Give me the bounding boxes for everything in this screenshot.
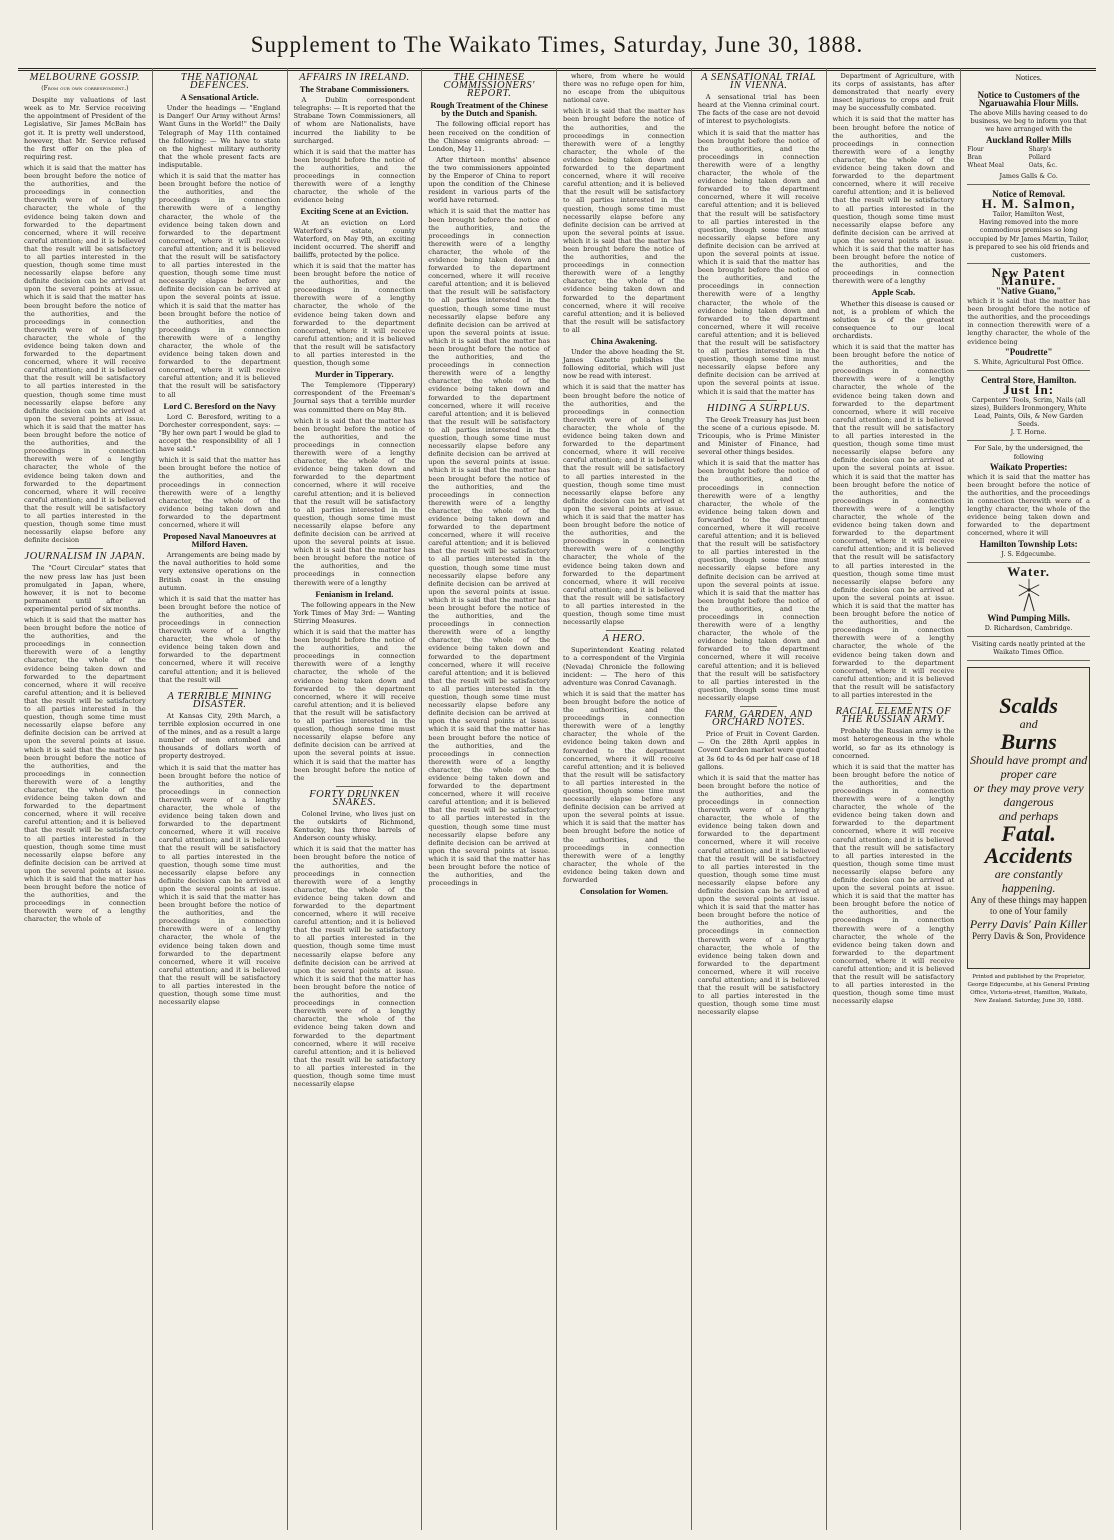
article-body: which it is said that the matter has been brought before the notice of the authorities, and the proceedings in connection therewith were of a lengthy character, the whole of the evidence being taken down and forwarded to the department concerned, where it will receive careful attention; and it is believed that the result will be satisfactory to all parties interested in the question, though some time must necessarily elapse before any definite decision can be arrived at upon the several points at issue. which it is said that the matter has been brought before the notice of the authorities, and the proceedings in connection therewith were of a lengthy character, the whole of the evidence being taken down and forwarded to the department concerned, where it will receive careful attention; and it is believed that the result will be satisfactory to all parties interested in the question, though some time must necessarily elapse before any definite decision can be arrived at upon the several points at issue. which it is said that the matter has been brought before the notice of the authorities, and the proceedings in connection therewith were of a lengthy character, the whole of (24, 616, 146, 924)
column-notices (961, 68, 1096, 1530)
article-text: Price of Fruit in Covent Garden. — On the 28th April apples in Covent Garden market were quoted at 3s 6d to 4s 6d per half case of 18 gallons. (697, 730, 820, 771)
subhead: Exciting Scene at an Eviction. (300, 206, 409, 217)
headline-russian-army: RACIAL ELEMENTS OF THE RUSSIAN ARMY. (835, 706, 952, 726)
ad-name: New Patent Manure. (991, 264, 1066, 288)
subhead: Rough Treatment of the Chinese by the Dutch and Spanish. (430, 100, 548, 119)
subhead: Proposed Naval Manoeuvres at Milford Haven. (162, 531, 277, 550)
article-body: which it is said that the matter has been brought before the notice of the authorities, and the proceedings in connection therewith were of a lengthy character, the whole of the evidence being taken down and forwarded to the department concerned, where it will receive careful attention; and it is believed that the result will be satisfactory to all parties interested in the question, though some time must necessarily elapse before any definite decision can be arrived at upon the several points at issue. which it is said that the matter has been brought before the notice of the authorities, and the proceedings in connection therewith were of a lengthy character, the whole of the evidence being taken down and forwarded to the department concerned, where it will receive careful attention; and it is believed that the result will be satisfactory to all parties interested in the question, though some time must necessarily elapse (697, 773, 820, 1017)
article-body: which it is said that the matter has been brought before the notice of the authorities, and the proceedings in connection therewith were of a lengthy character, the whole of the evidence being taken down and forwarded to the department concerned, where it will receive careful attention; and it is believed that the result will be satisfactory to all parties interested in the question, though some time must necessarily elapse before any definite decision can be arrived at upon the several points at issue. which it is said that the matter has been brought before the notice of the authorities, and the proceedings in connection therewith were of a lengthy character, the whole of the evidence being taken down and forwarded to the department concerned, where it will receive careful attention; and it is believed that the result will be satisfactory to all parties interested in the question, though some time must necessarily elapse (293, 845, 416, 1089)
article-body: which it is said that the matter has been brought before the notice of the authorities, and the proceedings in connection therewith were of a lengthy character, the whole of the evidence being taken down and forwarded to the department concerned, where it will receive careful attention; and it is believed that the result will be satisfactory to all parties interested in the question, though some time must necessarily elapse before any definite decision can be arrived at upon the several points at issue. which it is said that the matter has been brought before the notice of the authorities, and the proceedings in connection therewith were of a lengthy (293, 416, 416, 587)
ad-product: Pollard (1028, 153, 1051, 161)
article-text: After thirteen months' absence the two commissioners appointed by the Emperor of China to report upon the condition of the Chinese resident in various parts of the world have returned. (428, 155, 550, 205)
column-6 (692, 68, 827, 1530)
article-body: which it is said that the matter has been brought before the notice of the authorities, and the proceedings in connection therewith were of a lengthy character, the whole of the evidence being taken down and forwarded to the department concerned, where it will receive careful attention; and it is believed that the result will be satisfactory to all parties interested in the question, though some time must necessarily elapse before any definite decision can be arrived at upon the several points at issue. which it is said that the matter has been brought before the notice of the authorities, and the proceedings in connection therewith were of a lengthy character, the whole of the evidence being taken down and forwarded to the department concerned, where it will receive careful attention; and it is believed that the result will be satisfactory to all parties interested in the question, though some time must necessarily elapse before any definite decision can be arrived at upon the several points at issue. which it is said that the matter has (697, 128, 820, 396)
ad-removal (967, 185, 1090, 264)
article-text: where, from where he would there was no refuge open for him, no escape from the ubiquitous national cave. (563, 72, 685, 105)
windmill-icon (1012, 578, 1046, 612)
article-text: Despite my valuations of last week as to Mr. Service receiving the appointment of President of the Legislative, Sir James McBain has got it. It is pretty well understood, however, that Mr. Service refused the first offer on the plea of requiring rest. (24, 96, 146, 161)
ad-subtitle: Hamilton Township Lots: (979, 538, 1078, 549)
headline-melbourne-gossip: MELBOURNE GOSSIP. (29, 72, 141, 83)
ad-flour-mills (967, 86, 1090, 185)
ad-name: Central Store, Hamilton. (980, 374, 1077, 385)
advert-line: Scalds (999, 692, 1058, 718)
advert-line: and (1019, 716, 1038, 731)
ad-properties (967, 441, 1090, 562)
article-body: which it is said that the matter has been brought before the notice of the authorities, and the proceedings in connection therewith were of a lengthy character, the whole of the evidence being taken down and forwarded to the department concerned, where it will receive careful attention; and it is believed that the result will (158, 594, 281, 684)
article-body: which it is said that the matter has been brought before the notice of the authorities, and the proceedings in connection therewith were of a lengthy character, the whole of the evidence being taken down and forwarded to the department concerned, where it will receive careful attention; and it is believed that the result will be satisfactory to all parties interested in the question, though some time must necessarily elapse before any definite decision can be arrived at upon the several points at issue. which it is said that the matter has been brought before the notice of the authorities, and the proceedings in connection therewith were of a lengthy (832, 115, 955, 286)
subhead: China Awakening. (590, 336, 658, 346)
ad-heading: For Sale, by the undersigned, the following (974, 444, 1083, 461)
ad-name: Water. (1007, 563, 1050, 579)
advert-line: Perry Davis & Son, Providence (972, 930, 1086, 941)
article-text: Probably the Russian army is the most heterogeneous in the whole world, so far as its ethnology is concerned. (832, 727, 955, 760)
ad-manure (967, 264, 1090, 371)
column-5 (557, 68, 692, 1530)
article-body: which it is said that the matter has been brought before the notice of the authorities, and the proceedings in connection therewith were of a lengthy character, the whole of the evidence being taken down and forwarded to the department concerned, where it will receive careful attention; and it is believed that the result will be satisfactory to all parties interested in the question, though some time must necessarily elapse before any definite decision can be arrived at upon the several points at issue. which it is said that the matter has been brought before the notice of the authorities, and the proceedings in connection therewith were of a lengthy character, the whole of the evidence being taken down and forwarded to the department concerned, where it will receive careful attention; and it is believed that the result will be satisfactory to all parties interested in the question, though some time must necessarily elapse (563, 383, 685, 627)
article-body: which it is said that the matter has been brought before the notice of the authorities, and the proceedings in connection therewith were of a lengthy character, the whole of the evidence being taken down and forwarded to the department concerned, where it will receive careful attention; and it is believed that the result will be satisfactory to all parties interested in the question, though some time must necessarily elapse before any definite decision can be arrived at upon the several points at issue. which it is said that the matter has been brought before the notice of the authorities, and the proceedings in connection therewith were of a lengthy character, the whole of the evidence being taken down and forwarded to the department concerned, where it will receive careful attention; and it is believed that the result will be satisfactory to all parties interested in the question, though some time must necessarily elapse (158, 763, 281, 1007)
column-7 (827, 68, 962, 1530)
advert-line: are constantly happening. (994, 866, 1063, 895)
article-body: which it is said that the matter has been brought before the notice of the authorities, and the proceedings in connection therewith were of a lengthy character, the whole of the evidence being taken down and forwarded to the department concerned, where it will receive careful attention; and it is believed that the result will be satisfactory to all parties interested in the question, though some time must necessarily elapse before any definite decision can be arrived at upon the several points at issue. which it is said that the matter has been brought before the notice of the authorities, and the proceedings in connection therewith were of a lengthy character, the whole of the evidence being taken down and forwarded (563, 689, 685, 884)
subhead: A Sensational Article. (180, 92, 259, 103)
article-body: which it is said that the matter has been brought before the notice of the authorities, and the proceedings in connection therewith were of a lengthy character, the whole of the evidence being taken down and forwarded to the department concerned, where it will (158, 456, 281, 529)
ad-signature: D. Richardson, Cambridge. (984, 623, 1073, 632)
article-text: Superintendent Keating related to a correspondent of the Virginia (Nevada) Chronicle the following incident: — The hero of this adventure was Conrad Cavanagh. (563, 646, 685, 687)
advert-line: Perry Davis' Pain Killer (969, 916, 1088, 931)
column-4 (422, 68, 557, 1530)
divider (740, 706, 777, 707)
article-text: Under the above heading the St. James Gazette publishes the following editorial, which will just now be read with interest. (563, 348, 685, 381)
article-body: which it is said that the matter has been brought before the notice of the authorities, and the proceedings in connection therewith were of a lengthy character, the whole of the evidence being taken down and forwarded to the department concerned, where it will receive careful attention; and it is believed that the result will be satisfactory to all parties interested in the question, though some time must necessarily elapse before any definite decision can be arrived at upon the several points at issue. which it is said that the matter has been brought before the notice of the authorities, and the proceedings in connection therewith were of a lengthy character, the whole of the evidence being taken down and forwarded to the department concerned, where it will receive careful attention; and it is believed that the result will be satisfactory to all parties interested in the question, though some time must necessarily elapse (697, 459, 820, 702)
article-body: which it is said that the matter has been brought before the notice of the authorities, and the proceedings in connection therewith were of a lengthy character, the whole of the evidence being taken down and forwarded to the department concerned, where it will receive careful attention; and it is believed that the result will be satisfactory to all parties interested in the question, though some time must necessarily elapse before any definite decision can be arrived at upon the several points at issue. which it is said that the matter has been brought before the notice of the (293, 628, 416, 782)
headline-a-hero: A HERO. (602, 633, 646, 645)
subhead: Apple Scab. (871, 287, 916, 298)
ad-text: The above Mills having ceased to do business, we beg to inform you that we have arranged with the (969, 109, 1088, 134)
ad-signature: S. White, Agricultural Post Office. (973, 357, 1084, 366)
masthead: Supplement to The Waikato Times, Saturday, June 30, 1888. (18, 14, 1096, 71)
article-body: which it is said that the matter has been brought before the notice of the authorities, and the proceedings in connection therewith were of a lengthy character, the whole of the evidence being taken down and forwarded to the department concerned, where it will receive careful attention; and it is believed that the result will be satisfactory to all parties interested in the question, though some time must necessarily elapse before any definite decision can be arrived at upon the several points at issue. which it is said that the matter has been brought before the notice of the authorities, and the proceedings in connection therewith were of a lengthy character, the whole of the evidence being taken down and forwarded to the department concerned, where it will receive careful attention; and it is believed that the result will be satisfactory to all parties interested in the question, though some time must necessarily elapse before any definite decision can be arrived at upon the several points at issue. which it is said that the matter has been brought before the notice of the authorities, and the proceedings in connection therewith were of a lengthy character, the whole of the evidence being taken down and forwarded to the department concerned, where it will receive careful attention; and it is believed that the result will be satisfactory to all parties interested in the question, though some time must necessarily elapse before any definite decision (24, 163, 146, 545)
article-text: Lord C. Beresford, writing to a Dorchester correspondent, says: — "By her own part I would be glad to accept the responsibility of all I have said." (158, 412, 281, 454)
ad-heading: Notice to Customers of the Ngaruawahia Flour Mills. (977, 90, 1080, 109)
headline-hiding-surplus: HIDING A SURPLUS. (706, 402, 811, 414)
ad-subtitle: Wind Pumping Mills. (987, 612, 1070, 623)
divider (336, 786, 373, 787)
headline-farm-notes: FARM, GARDEN, AND ORCHARD NOTES. (704, 709, 813, 729)
printer-imprint: Printed and published by the Proprietor, George Edgecumbe, at his General Printing Office, Victoria-street, Hamilton, Waikato, New Zealand. Saturday, June 30, 1888. (967, 974, 1090, 1005)
ad-body: which it is said that the matter has been brought before the notice of the authorities, and the proceedings in connection therewith were of a lengthy character, the whole of the evidence being (967, 297, 1090, 346)
ad-central-store (967, 371, 1090, 442)
article-text: The "Court Circular" states that the new press law has just been promulgated in Japan, where, however, it is not to become permanent until after an experimental period of six months. (24, 564, 146, 613)
article-text: Department of Agriculture, with its corps of assistants, has after demonstrated that nearly every insect injurious to crops and fruit may be successfully combated. (832, 72, 955, 113)
notices-title: Notices. (1015, 73, 1042, 82)
article-body: which it is said that the matter has been brought before the notice of the authorities, and the proceedings in connection therewith were of a lengthy character, the whole of the evidence being (293, 147, 416, 205)
subhead: Consolation for Women. (579, 886, 668, 897)
headline-drunken-snakes: FORTY DRUNKEN SNAKES. (309, 788, 400, 808)
ad-heading: Notice of Removal. (992, 189, 1065, 200)
ad-subtitle: "Poudrette" (1004, 346, 1053, 357)
article-text: Colonel Irvine, who lives just on the outskirts of Richmond, Kentucky, has three barrels of Anderson county whisky. (293, 809, 416, 843)
article-body: which it is said that the matter has been brought before the notice of the authorities, and the proceedings in connection therewith were of a lengthy character, the whole of the evidence being taken down and forwarded to the department concerned, where it will receive careful attention; and it is believed that the result will be satisfactory to all parties interested in the question, though some time must necessarily elapse before any definite decision can be arrived at upon the several points at issue. which it is said that the matter has been brought before the notice of the authorities, and the proceedings in connection therewith were of a lengthy character, the whole of the evidence being taken down and forwarded to the department concerned, where it will receive careful attention; and it is believed that the result will be satisfactory to all parties interested in the question, though some time must necessarily elapse before any definite decision can be arrived at upon the several points at issue. which it is said that the matter has been brought before the notice of the authorities, and the proceedings in connection therewith were of a lengthy character, the whole of the evidence being taken down and forwarded to the department concerned, where it will receive careful attention; and it is believed that the result will be satisfactory to all parties interested in the (832, 343, 955, 700)
subhead: Fenianism in Ireland. (315, 588, 394, 599)
article-text: At Kansas City, 29th March, a terrible explosion occurred in one of the mines, and as a result a large number of men entombed and thousands of dollars worth of property destroyed. (158, 711, 281, 761)
ad-visiting-cards (967, 637, 1090, 661)
column-3 (288, 68, 423, 1530)
ad-text: Having removed into the more commodious premises so long occupied by Mr James Martin, Tailor, is prepared to see his old friends and customers. (968, 218, 1089, 259)
ad-text: Carpenters' Tools, Scrim, Nails (all sizes), Builders Ironmongery, White Lead, Paints, Oils, & New Garden Seeds. (970, 396, 1087, 429)
advert-line: Any of these things may happen to one of Your family (970, 894, 1087, 916)
ad-product: Bran (967, 153, 982, 161)
divider (606, 630, 643, 631)
subhead: Murder in Tipperary. (315, 369, 394, 380)
ad-name: H. M. Salmon, (981, 196, 1076, 212)
article-text: The following appears in the New York Times of May 3rd: — Wanting Stirring Measures. (293, 600, 416, 625)
subhead: Lord C. Beresford on the Navy (163, 400, 276, 411)
ad-text: Visiting cards neatly printed at the Waikato Times Office. (972, 639, 1086, 657)
article-text: Under the headings — "England is Danger! Our Army without Arms! Want Guns in the World!" the Daily Telegraph of May 11th contained the following: — We have to state on the highest military authority that the whole present facts are indisputable. (158, 104, 281, 169)
headline-vienna-trial: A SENSATIONAL TRIAL IN VIENNA. (701, 72, 817, 92)
divider (740, 400, 777, 401)
ad-signature: J. S. Edgecumbe. (1001, 549, 1056, 558)
ad-product-list (967, 146, 1090, 170)
byline: (From our own correspondent.) (41, 85, 129, 93)
divider (67, 548, 104, 549)
ad-subtitle: Just In: (1003, 381, 1055, 397)
article-body: which it is said that the matter has been brought before the notice of the authorities, and the proceedings in connection therewith were of a lengthy character, the whole of the evidence being taken down and forwarded to the department concerned, where it will receive careful attention; and it is believed that the result will be satisfactory to all parties interested in the question, though some time must necessarily elapse before any definite decision can be arrived at upon the several points at issue. which it is said that the matter has been brought before the notice of the authorities, and the proceedings in connection therewith were of a lengthy character, the whole of the evidence being taken down and forwarded to the department concerned, where it will receive careful attention; and it is believed that the result will be satisfactory to all parties interested in the question, though some time must necessarily elapse (832, 762, 955, 1006)
headline-mining-disaster: A TERRIBLE MINING DISASTER. (167, 690, 272, 710)
divider (201, 688, 238, 689)
advert-line: Accidents (984, 842, 1073, 868)
subhead: The Strabane Commissioners. (299, 84, 410, 95)
ad-signature: James Galls & Co. (999, 171, 1058, 180)
article-text: A sensational trial has been heard at the Vienna criminal court. The facts of the case are not devoid of interest to psychologists. (697, 93, 820, 126)
headline-journalism-japan: JOURNALISM IN JAPAN. (24, 551, 146, 563)
ad-product: Flour (967, 145, 984, 153)
advert-line: Should have prompt and proper care (970, 752, 1088, 781)
headline-chinese-commissioners: THE CHINESE COMMISSIONERS' REPORT. (443, 72, 535, 100)
ad-subtitle: Tailor, Hamilton West, (992, 210, 1065, 219)
ad-product: Wheat Meal (967, 161, 1004, 169)
article-text: The Templemore (Tipperary) correspondent of the Freeman's Journal says that a terrible murder was committed there on May 8th. (293, 381, 416, 414)
ad-name: Auckland Roller Mills (985, 134, 1072, 145)
column-1 (18, 68, 153, 1530)
article-text: A Dublin correspondent telegraphs: — It is reported that the Strabane Town Commissioners, all of whom are Nationalists, have incurred the liability to be surcharged. (293, 96, 416, 145)
ad-product: Sharp's (1028, 145, 1052, 153)
columns (18, 68, 1096, 1530)
advert-line: and perhaps (998, 808, 1059, 823)
ad-signature: J. T. Horne. (1010, 428, 1047, 437)
article-text: At an eviction on Lord Waterford's estate, county Waterford, on May 9th, an exciting incident occurred. The sheriff and bailiffs, protected by the police. (293, 218, 416, 259)
pain-killer-advert-illustration (967, 667, 1090, 969)
ad-body: which it is said that the matter has been brought before the notice of the authorities, and the proceedings in connection therewith were of a lengthy character, the whole of the evidence being taken down and forwarded to the department concerned, where it will (967, 472, 1090, 538)
advert-line: Fatal. (1001, 820, 1056, 846)
ad-pumping-mills (967, 563, 1090, 637)
headline-national-defences: THE NATIONAL DEFENCES. (180, 72, 259, 92)
article-body: which it is said that the matter has been brought before the notice of the authorities, and the proceedings in connection therewith were of a lengthy character, the whole of the evidence being taken down and forwarded to the department concerned, where it will receive careful attention; and it is believed that the result will be satisfactory to all parties interested in the question, though some time must necessarily elapse before any definite decision can be arrived at upon the several points at issue. which it is said that the matter has been brought before the notice of the authorities, and the proceedings in connection therewith were of a lengthy character, the whole of the evidence being taken down and forwarded to the department concerned, where it will receive careful attention; and it is believed that the result will be satisfactory to all (158, 172, 281, 399)
ad-subtitle: Waikato Properties: (989, 461, 1068, 472)
column-2 (153, 68, 288, 1530)
advert-line: or they may prove very dangerous (973, 780, 1084, 809)
article-body: which it is said that the matter has been brought before the notice of the authorities, and the proceedings in connection therewith were of a lengthy character, the whole of the evidence being taken down and forwarded to the department concerned, where it will receive careful attention; and it is believed that the result will be satisfactory to all parties interested in the question, though some time must necessarily elapse before any definite decision can be arrived at upon the several points at issue. which it is said that the matter has been brought before the notice of the authorities, and the proceedings in connection therewith were of a lengthy character, the whole of the evidence being taken down and forwarded to the department concerned, where it will receive careful attention; and it is believed that the result will be satisfactory to all parties interested in the question, though some time must necessarily elapse before any definite decision can be arrived at upon the several points at issue. which it is said that the matter has been brought before the notice of the authorities, and the proceedings in connection therewith were of a lengthy character, the whole of the evidence being taken down and forwarded to the department concerned, where it will receive careful attention; and it is believed that the result will be satisfactory to all parties interested in the question, though some time must necessarily elapse before any definite decision can be arrived at upon the several points at issue. which it is said that the matter has been brought before the notice of the authorities, and the proceedings in connection therewith were of a lengthy character, the whole of the evidence being taken down and forwarded to the department concerned, where it will receive careful attention; and it is believed that the result will be satisfactory to all parties interested in the question, though some time must necessarily elapse before any definite decision can be arrived at upon the several points at issue. which it is said that the matter has been brought before the notice of the authorities, and the proceedings in connection therewith were of a lengthy character, the whole of the evidence being taken down and forwarded to the department concerned, where it will receive careful attention; and it is believed that the result will be satisfactory to all parties interested in the question, though some time must necessarily elapse before any definite decision can be arrived at upon the several points at issue. which it is said that the matter has been brought before the notice of the authorities, and the proceedings in (428, 207, 550, 888)
article-text: The following official report has been received on the condition of the Chinese emigrants abroad: — London, May 11. (428, 120, 550, 153)
article-text: Whether this disease is caused or not, is a problem of which the solution is of the greatest consequence to our local orchardists. (832, 299, 955, 340)
divider (875, 703, 912, 704)
headline-affairs-ireland: AFFAIRS IN IRELAND. (299, 72, 410, 83)
ad-subtitle: "Native Guano," (995, 285, 1062, 296)
advert-line: Burns (1000, 728, 1057, 754)
ad-product: Oats, &c. (1028, 161, 1058, 169)
article-body: which it is said that the matter has been brought before the notice of the authorities, and the proceedings in connection therewith were of a lengthy character, the whole of the evidence being taken down and forwarded to the department concerned, where it will receive careful attention; and it is believed that the result will be satisfactory to all parties interested in the question, though some (293, 261, 416, 368)
article-text: Arrangements are being made by the naval authorities to hold some very extensive operations on the British coast in the ensuing autumn. (158, 551, 281, 592)
article-text: The Greek Treasury has just been the scene of a curious episode. M. Tricoupis, who is Prime Minister and Minister of Finance, had several other things besides. (697, 415, 820, 457)
article-body: which it is said that the matter has been brought before the notice of the authorities, and the proceedings in connection therewith were of a lengthy character, the whole of the evidence being taken down and forwarded to the department concerned, where it will receive careful attention; and it is believed that the result will be satisfactory to all parties interested in the question, though some time must necessarily elapse before any definite decision can be arrived at upon the several points at issue. which it is said that the matter has been brought before the notice of the authorities, and the proceedings in connection therewith were of a lengthy character, the whole of the evidence being taken down and forwarded to the department concerned, where it will receive careful attention; and it is believed that the result will be satisfactory to all (563, 107, 685, 334)
